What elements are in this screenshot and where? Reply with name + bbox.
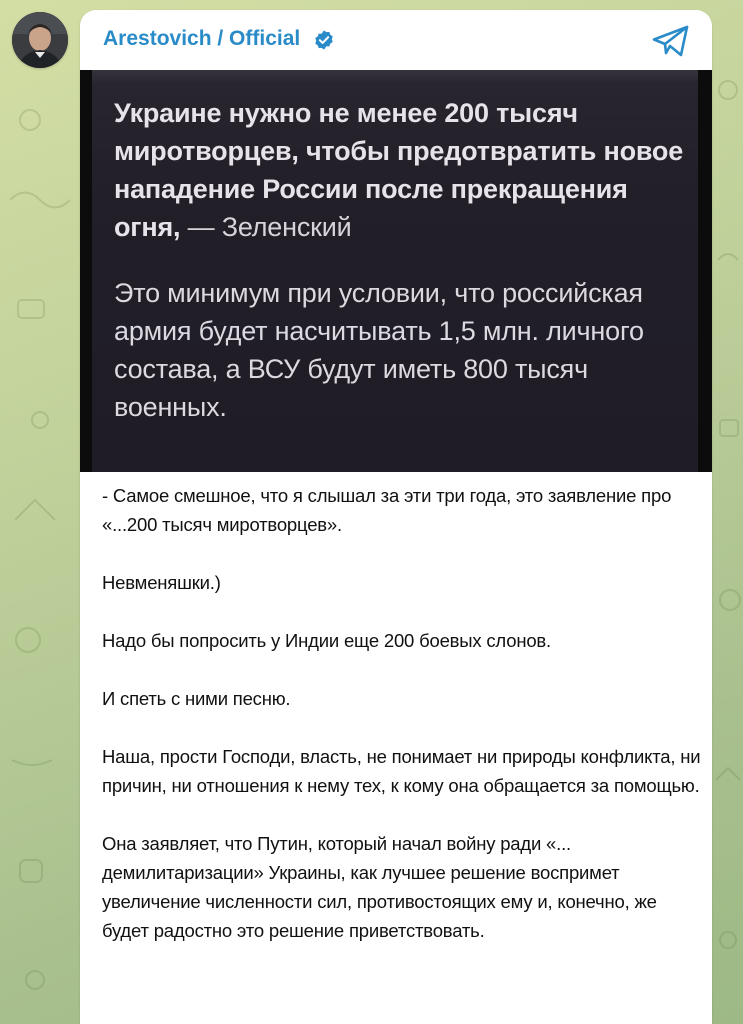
post-paragraph: Наша, прости Господи, власть, не понимает ни природы конфликта, ни причин, ни отношения к нему тех, к кому она обращается за помощью. <box>102 746 701 796</box>
message-header <box>80 10 712 70</box>
quote-card <box>92 70 698 472</box>
message-bubble <box>80 10 712 1024</box>
quote-headline-text: Украине нужно не менее 200 тысяч миротворцев, чтобы предотвратить новое нападение России после прекращения огня, <box>114 98 684 242</box>
quote-author: — Зеленский <box>180 212 352 242</box>
post-image[interactable] <box>80 70 712 472</box>
telegram-share-icon[interactable] <box>652 25 690 57</box>
channel-avatar[interactable] <box>12 12 68 68</box>
post-paragraph: - Самое смешное, что я слышал за эти три года, это заявление про «...200 тысяч миротворцев». <box>102 485 672 535</box>
post-text <box>102 481 702 974</box>
channel-name-link[interactable]: Arestovich / Official <box>103 27 301 50</box>
verified-badge-icon <box>313 29 335 51</box>
post-paragraph: Невменяшки.) <box>102 572 221 593</box>
avatar-portrait <box>12 12 68 68</box>
quote-body: Это минимум при условии, что российская армия будет насчитывать 1,5 млн. личного состава, а ВСУ будут иметь 800 тысяч военных. <box>114 278 644 422</box>
quote-headline <box>114 94 694 246</box>
post-paragraph: И спеть с ними песню. <box>102 688 291 709</box>
post-paragraph: Надо бы попросить у Индии еще 200 боевых слонов. <box>102 630 551 651</box>
post-paragraph: Она заявляет, что Путин, который начал войну ради «... демилитаризации» Украины, как лучшее решение воспримет увеличение численности сил, противостоящих ему и, конечно, же будет радостно это решение приветствовать. <box>102 833 657 941</box>
